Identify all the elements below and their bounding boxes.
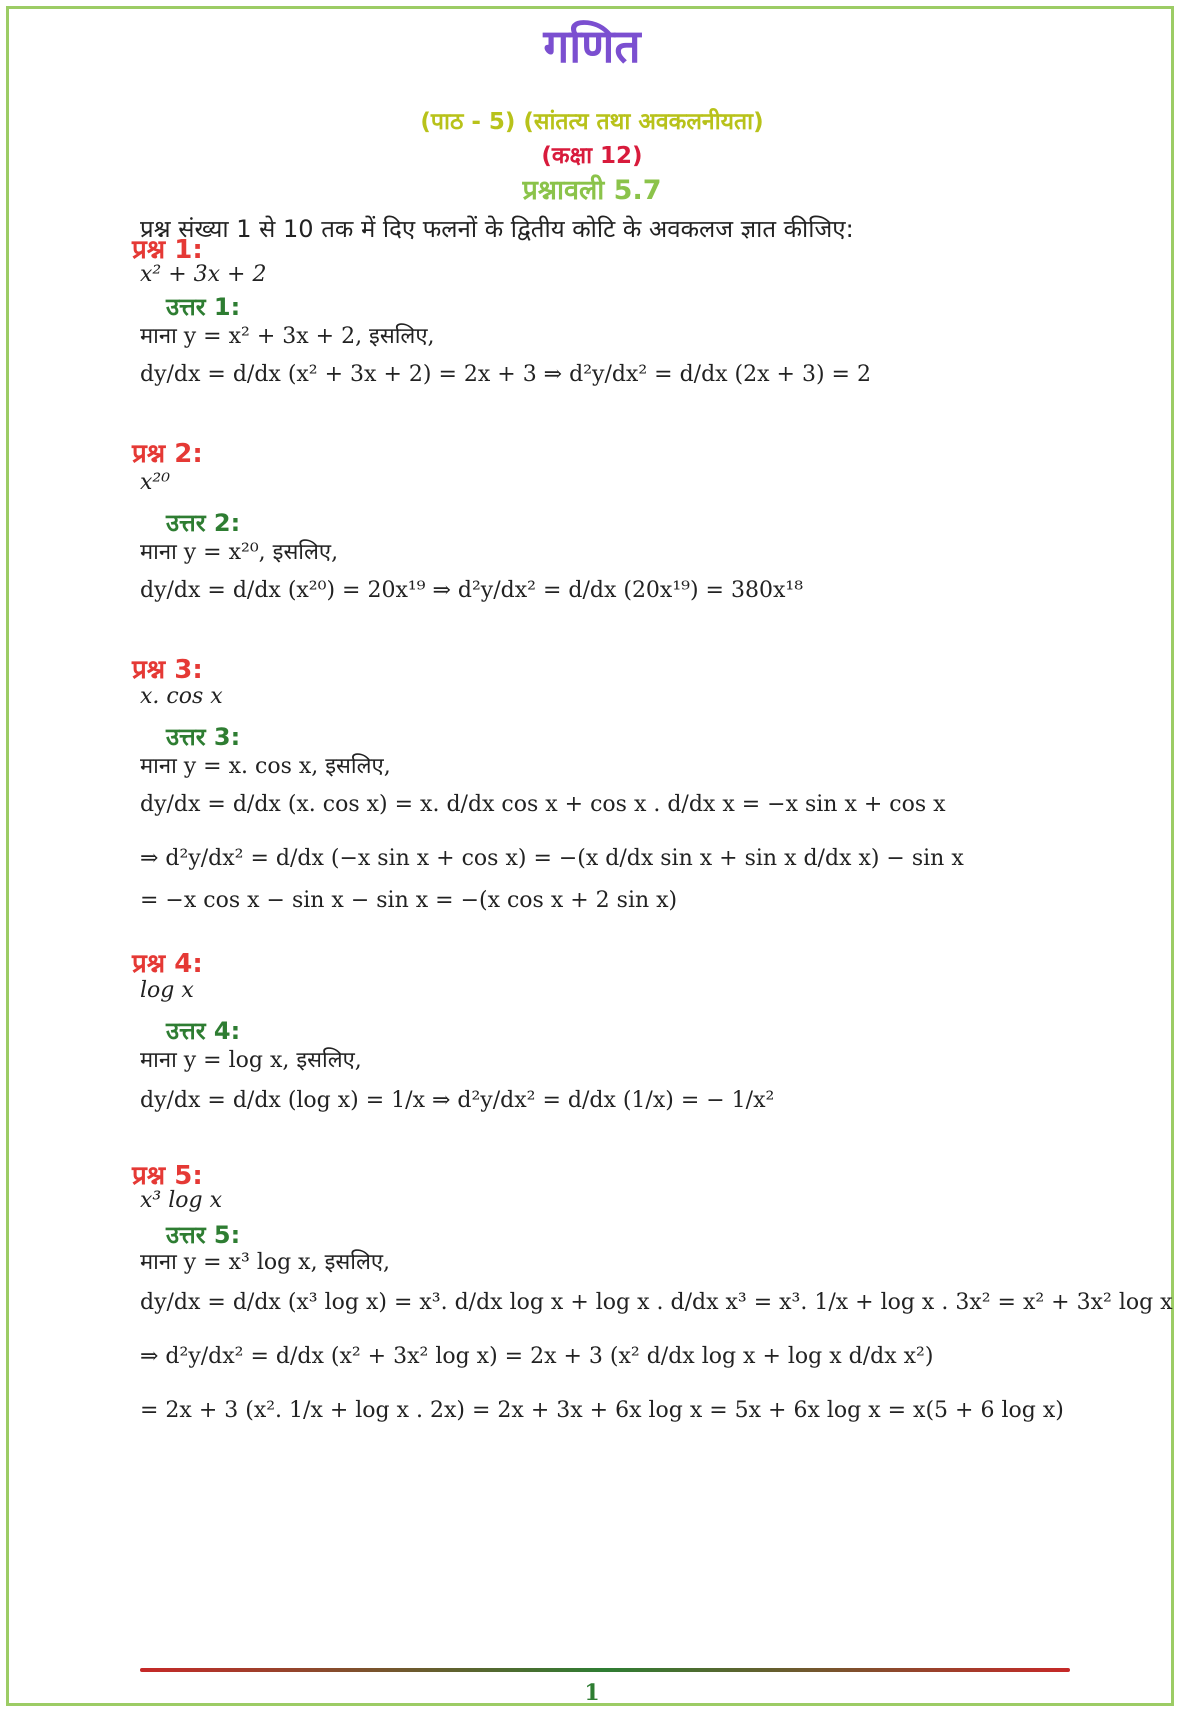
class-label: (कक्षा 12) [541, 143, 643, 169]
answer-3-line-2: dy/dx = d/dx (x. cos x) = x. d/dx cos x + cos x . d/dx x = −x sin x + cos x [140, 792, 946, 817]
answer-1-line-2: dy/dx = d/dx (x² + 3x + 2) = 2x + 3 ⇒ d²y/dx² = d/dx (2x + 3) = 2 [140, 362, 871, 387]
question-2-label: प्रश्न 2: [132, 439, 203, 469]
answer-3-line-3: ⇒ d²y/dx² = d/dx (−x sin x + cos x) = −(x d/dx sin x + sin x d/dx x) − sin x [140, 846, 964, 871]
exercise-heading: प्रश्नावली 5.7 [522, 175, 662, 206]
question-2-expression: x²⁰ [140, 470, 171, 495]
answer-5-label: उत्तर 5: [166, 1221, 241, 1249]
answer-3-line-4: = −x cos x − sin x − sin x = −(x cos x + 2 sin x) [140, 888, 678, 913]
answer-3-label: उत्तर 3: [166, 723, 241, 751]
answer-1-label: उत्तर 1: [166, 293, 241, 321]
page-number: 1 [584, 1680, 600, 1706]
question-5-label: प्रश्न 5: [132, 1161, 203, 1191]
question-3-expression: x. cos x [140, 684, 223, 709]
answer-2-line-1: माना y = x²⁰, इसलिए, [140, 540, 339, 565]
question-5-expression: x³ log x [140, 1188, 222, 1213]
answer-4-line-1: माना y = log x, इसलिए, [140, 1048, 362, 1073]
question-1-label: प्रश्न 1: [132, 235, 203, 265]
footer-divider [140, 1668, 1070, 1672]
answer-3-line-1: माना y = x. cos x, इसलिए, [140, 754, 391, 779]
answer-5-line-4: = 2x + 3 (x². 1/x + log x . 2x) = 2x + 3x + 6x log x = 5x + 6x log x = x(5 + 6 log x) [140, 1398, 1064, 1423]
answer-4-label: उत्तर 4: [166, 1017, 241, 1045]
answer-5-line-2: dy/dx = d/dx (x³ log x) = x³. d/dx log x + log x . d/dx x³ = x³. 1/x + log x . 3x² = x² + 3x² log x [140, 1290, 1173, 1315]
answer-1-line-1: माना y = x² + 3x + 2, इसलिए, [140, 324, 435, 349]
chapter-subtitle: (पाठ - 5) (सांतत्य तथा अवकलनीयता) [420, 109, 764, 135]
instructions: प्रश्न संख्या 1 से 10 तक में दिए फलनों के द्वितीय कोटि के अवकलज ज्ञात कीजिए: [140, 215, 854, 243]
question-3-label: प्रश्न 3: [132, 655, 203, 685]
answer-5-line-1: माना y = x³ log x, इसलिए, [140, 1250, 391, 1275]
answer-5-line-3: ⇒ d²y/dx² = d/dx (x² + 3x² log x) = 2x + 3 (x² d/dx log x + log x d/dx x²) [140, 1344, 934, 1369]
answer-2-line-2: dy/dx = d/dx (x²⁰) = 20x¹⁹ ⇒ d²y/dx² = d/dx (20x¹⁹) = 380x¹⁸ [140, 578, 804, 603]
page-title: गणित [543, 19, 641, 73]
answer-2-label: उत्तर 2: [166, 509, 241, 537]
answer-4-line-2: dy/dx = d/dx (log x) = 1/x ⇒ d²y/dx² = d/dx (1/x) = − 1/x² [140, 1088, 775, 1113]
question-4-expression: log x [140, 978, 194, 1003]
question-4-label: प्रश्न 4: [132, 949, 203, 979]
question-1-expression: x² + 3x + 2 [140, 262, 267, 287]
